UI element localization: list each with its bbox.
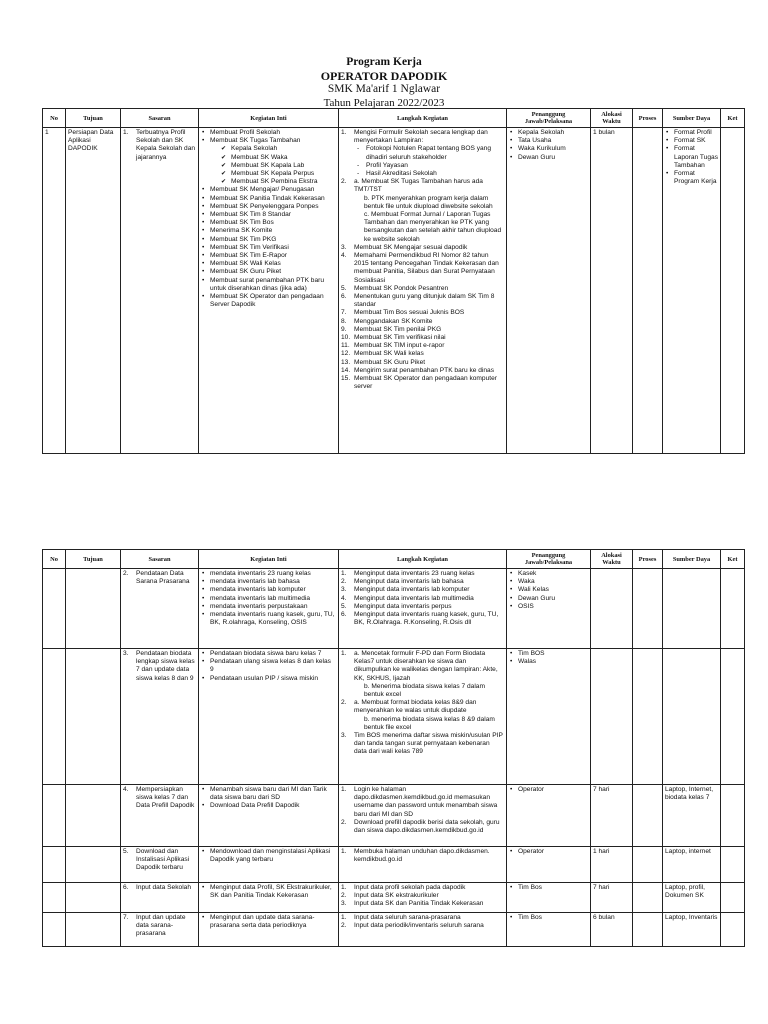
sub-item: - Hasil Akreditasi Sekolah (354, 170, 504, 178)
waktu-cell (591, 649, 633, 785)
check-item: ✔ Kepala Sekolah (221, 145, 336, 153)
list-item: • Membuat Profil Sekolah (201, 129, 336, 137)
list-item: • mendata inventaris ruang kasek, guru, TU, BK, R.olahraga, Konseling, OSIS (201, 611, 336, 627)
sasaran-text: Terbuatnya Profil Sekolah dan SK Kepala Sekolah dan jajarannya (136, 129, 196, 161)
list-item: • mendata inventaris lab bahasa (201, 578, 336, 586)
list-item: 4. Memahami Permendikbud RI Nomor 82 tahun 2015 tentang Pencegahan Tindak Kekerasan dan membuat Panitia, Silabus dan Surat Pernyataan Sosialisasi (341, 252, 499, 284)
row-number (43, 785, 66, 847)
tujuan-cell (66, 913, 121, 947)
kegiatan-cell (199, 847, 339, 883)
list-item: 6. Menentukan guru yang ditunjuk dalam SK Tim 8 standar (341, 293, 495, 309)
tujuan-cell (66, 883, 121, 913)
list-item: • Membuat SK Tim 8 Standar (201, 211, 336, 219)
list-item: 2. Input data SK ekstrakurikuler (341, 892, 439, 900)
list-item: • mendata inventaris perpustakaan (201, 603, 336, 611)
ket-cell (721, 883, 745, 913)
list-item: • Menginput dan update data sarana-prasarana serta data periodiknya (201, 914, 336, 930)
sumber-cell (663, 649, 721, 785)
col-pj: Penanggung Jawab/Pelaksana (507, 550, 591, 569)
col-proses: Proses (633, 109, 663, 128)
waktu-cell: 7 hari (591, 785, 633, 847)
list-item: • Format Profil (665, 129, 718, 137)
sasaran-cell: 6. Input data Sekolah (121, 883, 199, 913)
list-item-label: Membuat SK Tugas Tambahan (210, 137, 301, 145)
ket-cell (721, 569, 745, 649)
kegiatan-cell (199, 649, 339, 785)
waktu-cell: 7 hari (591, 883, 633, 913)
tujuan-cell (66, 785, 121, 847)
list-item: 1. Menginput data inventaris 23 ruang kelas (341, 570, 475, 577)
list-item: 7. Membuat Tim Bos sesuai Juknis BOS (341, 309, 465, 317)
col-langkah: Langkah Kegiatan (339, 109, 507, 128)
list-item: 4. Menginput data inventaris lab multimedia (341, 594, 474, 602)
sumber-cell: Laptop, internet (663, 847, 721, 883)
col-ket: Ket (721, 109, 745, 128)
list-item: • Format SK (665, 137, 718, 145)
col-ket: Ket (721, 550, 745, 569)
list-item: • Walas (509, 658, 588, 666)
list-item: • Membuat SK Panitia Tindak Kekerasan (201, 195, 336, 203)
table-row (43, 785, 745, 847)
langkah-cell (339, 847, 507, 883)
ket-cell (721, 913, 745, 947)
list-item: • Format Program Kerja (665, 170, 718, 186)
table-header-row (43, 109, 745, 128)
list-item: 2. Menginput data inventaris lab bahasa (341, 578, 464, 586)
ket-cell (721, 649, 745, 785)
sub-item: - Fotokopi Notulen Rapat tentang BOS yang dihadiri seluruh stakeholder (354, 145, 504, 161)
list-item: • Tim Bos (509, 884, 588, 892)
kegiatan-cell (199, 569, 339, 649)
col-proses: Proses (633, 550, 663, 569)
list-item: • Menerima SK Komite (201, 227, 336, 235)
proses-cell (633, 649, 663, 785)
list-item: • Membuat SK Tim E-Rapor (201, 252, 336, 260)
sumber-cell (663, 128, 721, 454)
list-item: 1. Membuka halaman unduhan dapo.dikdasmen. kemdikbud.go.id (341, 848, 490, 864)
list-item: • Pendataan usulan PIP / siswa miskin (201, 675, 336, 683)
tujuan-cell (66, 569, 121, 649)
col-sasaran: Sasaran (121, 550, 199, 569)
langkah-cell (339, 569, 507, 649)
pj-cell (507, 128, 591, 454)
list-item: • Download Data Prefill Dapodik (201, 802, 336, 810)
pj-cell (507, 847, 591, 883)
proses-cell (633, 569, 663, 649)
list-item: 1. Input data profil sekolah pada dapodik (341, 884, 466, 891)
list-item: • Waka Kurikulum (509, 145, 588, 153)
ket-cell (721, 128, 745, 454)
col-no: No (43, 109, 66, 128)
table-row (43, 883, 745, 913)
list-item: • Tim Bos (509, 914, 588, 922)
list-item: 1. Login ke halaman dapo.dikdasmen.kemdikbud.go.id memasukan username dan password untuk menambah siswa baru dari MI dan SD (341, 786, 498, 818)
row-number (43, 883, 66, 913)
sasaran-cell: 2. Pendataan Data Sarana Prasarana (121, 569, 199, 649)
sumber-cell (663, 569, 721, 649)
langkah-cell (339, 913, 507, 947)
list-item: • Menginput data Profil, SK Ekstrakurikuler, SK dan Panitia Tindak Kekerasan (201, 884, 336, 900)
list-item: • mendata inventaris 23 ruang kelas (201, 570, 336, 578)
list-item: • Membuat SK Penyelenggara Ponpes (201, 203, 336, 211)
list-item: 2. Download prefill dapodik berisi data sekolah, guru dan siswa dapo.dikdasmen.kemdikbud.go.id (341, 818, 500, 835)
tujuan-cell (66, 847, 121, 883)
langkah-cell (339, 649, 507, 785)
list-item: 1. Mengisi Formulir Sekolah secara lengkap dan menyertakan Lampiran: - Fotokopi Notulen Rapat tentang BOS yang dihadiri seluruh stakeholder - Profil Yayasan - Hasil Akreditasi Sekolah (341, 129, 504, 178)
list-item: 2. Input data periodik/inventaris seluruh sarana (341, 922, 484, 930)
pj-cell (507, 883, 591, 913)
table-row (43, 913, 745, 947)
school-name: SMK Ma'arif 1 Nglawar (327, 83, 441, 95)
row-number (43, 913, 66, 947)
list-item: • Wali Kelas (509, 586, 588, 594)
check-item: ✔ Membuat SK Kapala Lab (221, 162, 336, 170)
list-item: • Kasek (509, 570, 588, 578)
list-item: 11. Membuat SK TIM input e-rapor (341, 342, 445, 350)
list-item: • Waka (509, 578, 588, 586)
list-item: • mendata inventaris lab komputer (201, 586, 336, 594)
col-sasaran: Sasaran (121, 109, 199, 128)
sasaran-cell (121, 128, 199, 454)
list-item: • Membuat SK Wali Kelas (201, 260, 336, 268)
col-langkah: Langkah Kegiatan (339, 550, 507, 569)
list-item-text: Membuat SK Tugas Tambahan harus ada TMT/TST (354, 178, 483, 194)
sub-item: - Profil Yayasan (354, 162, 504, 170)
list-item: 8. Menggandakan SK Komite (341, 317, 433, 325)
table-row (43, 847, 745, 883)
table-row (43, 569, 745, 649)
col-pj: Penanggung Jawab/Pelaksana (507, 109, 591, 128)
langkah-cell (339, 883, 507, 913)
kegiatan-cell (199, 913, 339, 947)
list-item: 3. Tim BOS menerima daftar siswa miskin/usulan PIP dan tanda tangan surat pernyataan kebenaran data dari wali kelas 789 (341, 732, 503, 756)
col-kegiatan: Kegiatan Inti (199, 109, 339, 128)
proses-cell (633, 847, 663, 883)
check-item: ✔ Membuat SK Kepala Perpus (221, 170, 336, 178)
list-item: • mendata inventaris lab multimedia (201, 595, 336, 603)
list-item: • Mendownload dan menginstalasi Aplikasi Dapodik yang terbaru (201, 848, 336, 864)
col-kegiatan: Kegiatan Inti (199, 550, 339, 569)
sasaran-cell: 7. Input dan update data sarana-prasarana (121, 913, 199, 947)
list-item: 1. a. Mencetak formulir F-PD dan Form Biodata Kelas7 untuk diserahkan ke siswa dan dikumpulkan ke walikelas dengan lampiran: Akte, KK, SKHUS, Ijazah b. Menerima biodata siswa kelas 7 dalam bentuk excel (341, 650, 498, 699)
list-item: 2. a. Membuat format biodata kelas 8&9 dan menyerahkan ke walas untuk diupdate b. menerima biodata siswa kelas 8 &9 dalam bentuk file excel (341, 699, 495, 731)
list-item: 2. a. Membuat SK Tugas Tambahan harus ada TMT/TST b. PTK menyerahkan program kerja dalam bentuk file untuk diupload diwebsite sekolah c. Membuat Format Jurnal / Laporan Tugas Tambahan dan menyerahkan ke PTK yang bersangkutan dan setelah akhir tahun diupload ke website sekolah (341, 178, 502, 243)
pj-cell (507, 649, 591, 785)
list-item: • Dewan Guru (509, 595, 588, 603)
table-row (43, 649, 745, 785)
doc-subtitle: OPERATOR DAPODIK (320, 69, 448, 83)
proses-cell (633, 785, 663, 847)
list-item: • Membuat SK Tim Verifikasi (201, 244, 336, 252)
list-item-text: Mengisi Formulir Sekolah secara lengkap dan menyertakan Lampiran: (354, 129, 488, 145)
list-item: 9. Membuat SK Tim penilai PKG (341, 325, 442, 333)
pj-cell (507, 913, 591, 947)
check-item: ✔ Membuat SK Waka (221, 154, 336, 162)
kegiatan-cell (199, 883, 339, 913)
waktu-cell: 1 bulan (591, 128, 633, 454)
list-item: 1. Input data seluruh sarana-prasarana (341, 914, 461, 921)
list-item: • Operator (509, 848, 588, 856)
list-item: • OSIS (509, 603, 588, 611)
proses-cell (633, 913, 663, 947)
list-item: • Membuat SK Guru Piket (201, 268, 336, 276)
list-item: • Membuat surat penambahan PTK baru untuk diserahkan dinas (jika ada) (201, 277, 336, 293)
col-tujuan: Tujuan (66, 550, 121, 569)
list-item: • Menambah siswa baru dari MI dan Tarik data siswa baru dari SD (201, 786, 336, 802)
list-item: • Tata Usaha (509, 137, 588, 145)
ket-cell (721, 847, 745, 883)
list-item: • Membuat SK Operator dan pengadaan Server Dapodik (201, 293, 336, 309)
waktu-cell: 1 hari (591, 847, 633, 883)
waktu-cell: 6 bulan (591, 913, 633, 947)
sumber-cell: Laptop, Inventaris (663, 913, 721, 947)
list-item: 12. Membuat SK Wali kelas (341, 350, 424, 358)
waktu-cell (591, 569, 633, 649)
list-item: 3. Input data SK dan Panitia Tindak Kekerasan (341, 900, 484, 908)
list-item: • Pendataan ulang siswa kelas 8 dan kelas 9 (201, 658, 336, 674)
list-item-text: Membuat Format Jurnal / Laporan Tugas Tambahan dan menyerahkan ke PTK yang bersangkutan dan setelah akhir tahun diupload ke website sekolah (364, 211, 502, 243)
list-item: 5. Menginput data inventaris perpus (341, 602, 452, 610)
kegiatan-cell (199, 128, 339, 454)
check-item: ✔ Membuat SK Pembina Ekstra (221, 178, 336, 186)
academic-year: Tahun Pelajaran 2022/2023 (323, 97, 445, 109)
langkah-cell (339, 785, 507, 847)
list-item: 15. Membuat SK Operator dan pengadaan komputer server (341, 375, 497, 391)
list-item: • Operator (509, 786, 588, 794)
list-item: • Tim BOS (509, 650, 588, 658)
row-number: 1 (43, 128, 66, 454)
list-item: • Membuat SK Mengajar/ Penugasan (201, 186, 336, 194)
langkah-cell (339, 128, 507, 454)
col-sumber: Sumber Daya (663, 550, 721, 569)
list-item: • Dewan Guru (509, 154, 588, 162)
row-number (43, 649, 66, 785)
list-item: • Format Laporan Tugas Tambahan (665, 145, 718, 170)
list-item: 6. Menginput data inventaris ruang kasek, guru, TU, BK, R.Olahraga. R.Konseling, R.Osis dll (341, 611, 499, 627)
list-item: 13. Membuat SK Guru Piket (341, 358, 426, 366)
doc-title: Program Kerja (346, 56, 422, 68)
table-row (43, 128, 745, 454)
row-number (43, 847, 66, 883)
col-no: No (43, 550, 66, 569)
sumber-cell: Laptop, profil, Dokumen SK (663, 883, 721, 913)
kegiatan-cell (199, 785, 339, 847)
list-item: 3. Membuat SK Mengajar sesuai dapodik (341, 243, 468, 251)
col-waktu: Alokasi Waktu (591, 550, 633, 569)
sasaran-num: 1. (123, 129, 129, 136)
sasaran-cell: 5. Download dan Instalisasi Aplikasi Dapodik terbaru (121, 847, 199, 883)
tujuan-cell (66, 649, 121, 785)
list-item: 5. Membuat SK Pondok Pesantren (341, 284, 449, 292)
list-item: • Pendataan biodata siswa baru kelas 7 (201, 650, 336, 658)
sasaran-cell: 4. Mempersiapkan siswa kelas 7 dan Data Prefill Dapodik (121, 785, 199, 847)
pj-cell (507, 785, 591, 847)
list-item: 3. Menginput data inventaris lab komputer (341, 586, 470, 594)
list-item: • Membuat SK Tim PKG (201, 236, 336, 244)
program-table-2 (42, 549, 745, 947)
ket-cell (721, 785, 745, 847)
table-header-row (43, 550, 745, 569)
col-waktu: Alokasi Waktu (591, 109, 633, 128)
pj-cell (507, 569, 591, 649)
sumber-cell: Laptop, Internet, biodata kelas 7 (663, 785, 721, 847)
program-table-1 (42, 108, 745, 454)
col-tujuan: Tujuan (66, 109, 121, 128)
list-item: • Kepala Sekolah (509, 129, 588, 137)
list-item: 14. Mengirim surat penambahan PTK baru ke dinas (341, 366, 495, 374)
proses-cell (633, 128, 663, 454)
list-item-text: PTK menyerahkan program kerja dalam bentuk file untuk diupload diwebsite sekolah (364, 194, 493, 210)
row-number (43, 569, 66, 649)
list-item: 10. Membuat SK Tim verifikasi nilai (341, 334, 446, 342)
col-sumber: Sumber Daya (663, 109, 721, 128)
sasaran-cell: 3. Pendataan biodata lengkap siswa kelas 7 dan update data siswa kelas 8 dan 9 (121, 649, 199, 785)
proses-cell (633, 883, 663, 913)
list-item (201, 137, 336, 186)
tujuan-cell: Persiapan Data Aplikasi DAPODIK (66, 128, 121, 454)
list-item: • Membuat SK Tim Bos (201, 219, 336, 227)
